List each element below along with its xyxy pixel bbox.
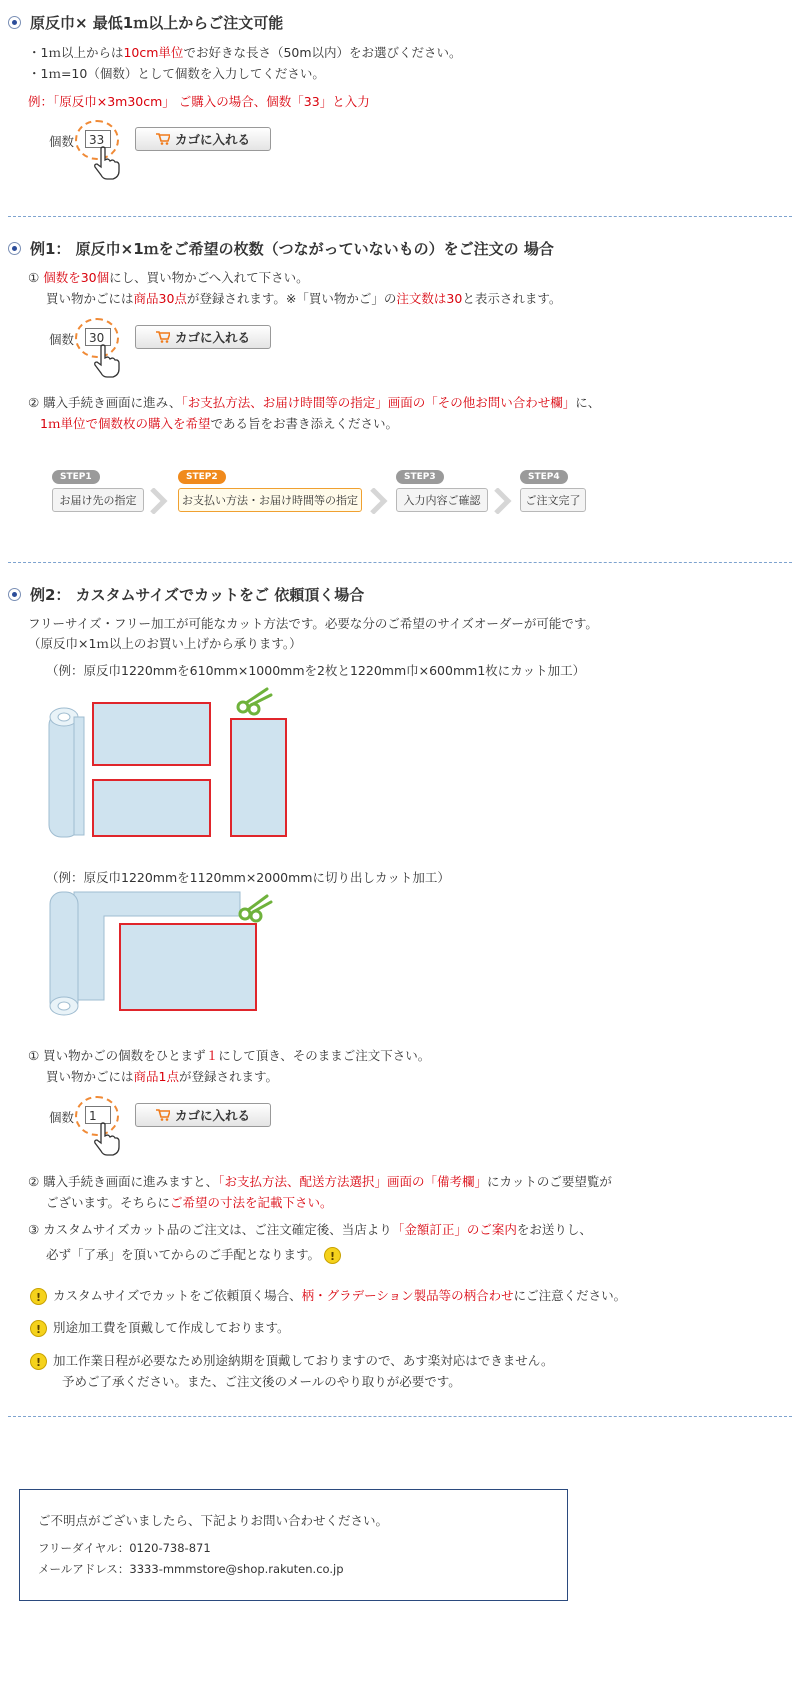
section3-note2 <box>28 1172 612 1192</box>
step-label: お支払い方法・お届け時間等の指定 <box>178 488 362 512</box>
divider <box>8 216 792 217</box>
text: ③ カスタムサイズカット品のご注文は、ご注文確定後、当店より <box>28 1222 392 1237</box>
text: 必ず「了承」を頂いてからのご手配となります。 <box>46 1247 321 1262</box>
step-tag: STEP3 <box>396 470 444 484</box>
section3-note3 <box>28 1220 592 1240</box>
cut-piece <box>231 719 286 836</box>
text-red: 柄・グラデーション製品等の柄合わせ <box>301 1288 514 1303</box>
section2-heading-text: 例1： 原反巾×1ｍをご希望の枚数（つながっていないもの）をご注文の 場合 <box>30 240 554 258</box>
step-tag: STEP2 <box>178 470 226 484</box>
qty-row-2 <box>49 320 289 360</box>
warning-icon: ! <box>324 1247 341 1264</box>
add-to-cart-button[interactable] <box>135 325 271 349</box>
pointer-hand-icon <box>91 146 121 180</box>
text: にして頂き、そのままご注文下さい。 <box>218 1048 431 1063</box>
quantity-input[interactable]: 1 <box>85 1106 111 1124</box>
warning-icon: ! <box>30 1288 47 1305</box>
section2-step1b <box>46 289 561 309</box>
add-to-cart-label: カゴに入れる <box>174 330 250 345</box>
chevron-right-icon <box>150 488 168 514</box>
warning-icon: ! <box>30 1320 47 1337</box>
section2-heading <box>8 238 554 259</box>
section1-line1 <box>28 43 462 63</box>
contact-phone: フリーダイヤル：0120-738-871 <box>38 1541 211 1555</box>
contact-email[interactable]: メールアドレス：3333-mmmstore@shop.rakuten.co.jp <box>38 1562 344 1576</box>
text-red: 「お支払方法、お届け時間等の指定」画面の「その他お問い合わせ欄」 <box>181 395 576 410</box>
section1-example: 例：「原反巾×3m30cm」 ご購入の場合、個数「33」と入力 <box>28 94 370 109</box>
bullet-icon <box>8 16 21 29</box>
section3-example2: （例：原反巾1220mmを1120mm×2000mmに切り出しカット加工） <box>46 870 450 885</box>
section3-heading-text: 例2： カスタムサイズでカットをご 依頼頂く場合 <box>30 586 365 604</box>
add-to-cart-label: カゴに入れる <box>174 132 250 147</box>
text: に、 <box>575 395 601 410</box>
scissors-icon <box>238 689 271 714</box>
text-red: 「金額訂正」のご案内 <box>391 1222 517 1237</box>
text-red: １ <box>205 1048 219 1063</box>
text-red: 個数を30個 <box>43 270 110 285</box>
qty-label: 個数 <box>49 332 75 347</box>
section3-example1: （例：原反巾1220mmを610mm×1000mmを2枚と1220mm巾×600mm1枚にカット加工） <box>46 663 586 678</box>
text: 買い物かごには <box>46 291 134 306</box>
fabric-roll-icon <box>49 708 84 837</box>
text: をお送りし、 <box>516 1222 592 1237</box>
scissors-icon <box>240 896 271 921</box>
cut-diagram-1 <box>44 683 304 839</box>
pointer-hand-icon <box>91 344 121 378</box>
step-label: 入力内容ご確認 <box>396 488 488 512</box>
text: 買い物かごには <box>46 1069 134 1084</box>
qty-label: 個数 <box>49 134 75 149</box>
section2-step2 <box>28 393 600 413</box>
text: ① <box>28 270 40 285</box>
step-tag: STEP4 <box>520 470 568 484</box>
text: 別途加工費を頂戴して作成しております。 <box>53 1320 290 1335</box>
section3-note1b <box>46 1067 278 1087</box>
cart-icon <box>156 331 170 343</box>
bullet-icon <box>8 588 21 601</box>
text: にカットのご要望覧が <box>486 1174 612 1189</box>
divider <box>8 1416 792 1417</box>
text: カスタムサイズでカットをご依頼頂く場合、 <box>53 1288 302 1303</box>
text: ございます。そちらに <box>46 1195 171 1210</box>
quantity-input[interactable]: 30 <box>85 328 111 346</box>
contact-intro: ご不明点がございましたら、下記よりお問い合わせください。 <box>38 1513 389 1528</box>
step-tag: STEP1 <box>52 470 100 484</box>
text: 加工作業日程が必要なため別途納期を頂戴しておりますので、あす楽対応はできません。 <box>53 1353 554 1368</box>
text: にし、買い物かごへ入れて下さい。 <box>109 270 309 285</box>
text: ② 購入手続き画面に進みますと、 <box>28 1174 219 1189</box>
warning-3b: 予めご了承ください。また、ご注文後のメールのやり取りが必要です。 <box>62 1374 461 1389</box>
add-to-cart-label: カゴに入れる <box>174 1108 250 1123</box>
warning-3 <box>30 1351 554 1371</box>
section2-step2b <box>40 414 398 434</box>
pointer-hand-icon <box>91 1122 121 1156</box>
warning-2 <box>30 1318 290 1338</box>
text: である旨をお書き添えください。 <box>210 416 398 431</box>
text: が登録されます。※「買い物かご」の <box>186 291 397 306</box>
qty-row-3 <box>49 1098 289 1138</box>
section3-note1 <box>28 1046 430 1066</box>
section3-heading <box>8 584 364 605</box>
text: にご注意ください。 <box>513 1288 627 1303</box>
cut-piece <box>120 924 256 1010</box>
text: と表示されます。 <box>462 291 562 306</box>
section1-line2: ・1ｍ=10（個数）として個数を入力してください。 <box>28 66 325 81</box>
cart-icon <box>156 133 170 145</box>
text: でお好きな長さ（50m以内）をお選びください。 <box>183 45 462 60</box>
qty-label: 個数 <box>49 1110 75 1125</box>
cut-piece <box>93 780 210 836</box>
text: ・1ｍ以上からは <box>28 45 124 60</box>
contact-box <box>19 1489 568 1601</box>
text-red: 10cm単位 <box>123 45 184 60</box>
text-red: 1ｍ単位で個数枚の購入を希望 <box>40 416 211 431</box>
section1-heading <box>8 12 283 33</box>
warning-icon: ! <box>30 1353 47 1370</box>
warning-1 <box>30 1286 626 1306</box>
section2-step1 <box>28 268 309 288</box>
text-red: 「お支払方法、配送方法選択」画面の「備考欄」 <box>218 1174 487 1189</box>
text-red: ご希望の寸法を記載下さい。 <box>170 1195 333 1210</box>
text-red: 注文数は30 <box>396 291 463 306</box>
quantity-input[interactable]: 33 <box>85 130 111 148</box>
cut-piece <box>93 703 210 765</box>
bullet-icon <box>8 242 21 255</box>
text: ② 購入手続き画面に進み、 <box>28 395 182 410</box>
section3-desc1: フリーサイズ・フリー加工が可能なカット方法です。必要な分のご希望のサイズオーダーが可能です。 <box>28 616 598 631</box>
add-to-cart-button[interactable] <box>135 1103 271 1127</box>
add-to-cart-button[interactable] <box>135 127 271 151</box>
cut-diagram-2 <box>44 888 274 1018</box>
qty-row-1 <box>49 122 289 162</box>
text-red: 商品30点 <box>133 291 187 306</box>
divider <box>8 562 792 563</box>
fabric-roll-icon <box>50 892 78 1015</box>
step-label: お届け先の指定 <box>52 488 144 512</box>
section3-note3b <box>46 1245 341 1265</box>
section3-desc2: （原反巾×1ｍ以上のお買い上げから承ります。） <box>28 636 302 651</box>
cart-icon <box>156 1109 170 1121</box>
step-label: ご注文完了 <box>520 488 586 512</box>
text: ① 買い物かごの個数をひとまず <box>28 1048 206 1063</box>
text: が登録されます。 <box>178 1069 278 1084</box>
chevron-right-icon <box>494 488 512 514</box>
section3-note2b <box>46 1193 333 1213</box>
text-red: 商品1点 <box>133 1069 179 1084</box>
chevron-right-icon <box>370 488 388 514</box>
section1-heading-text: 原反巾× 最低1ｍ以上からご注文可能 <box>30 14 284 32</box>
